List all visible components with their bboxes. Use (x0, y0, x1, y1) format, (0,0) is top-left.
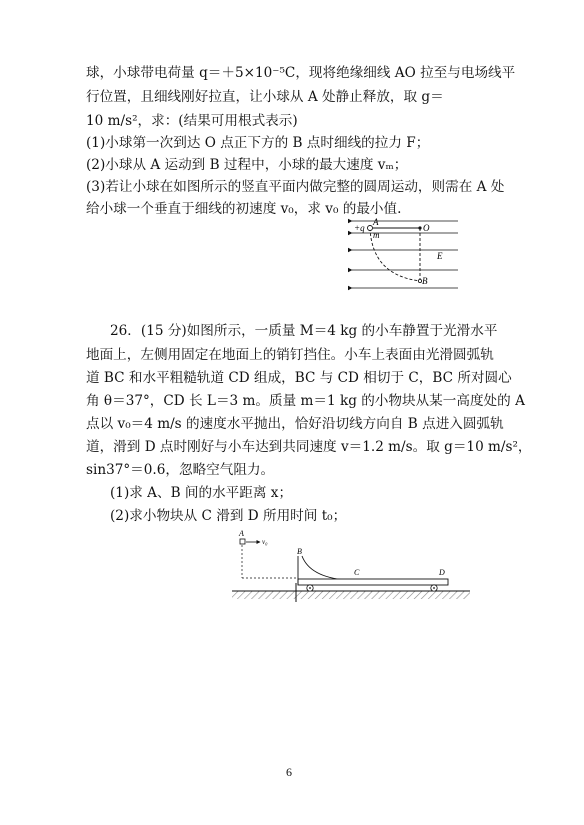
label-charge: +q (354, 223, 365, 233)
q25-line-6: (3)若让小球在如图所示的竖直平面内做完整的圆周运动，则需在 A 处 (86, 179, 505, 195)
q26-line-6: 道，滑到 D 点时刚好与小车达到共同速度 v＝1.2 m/s。取 g＝10 m/s²， (86, 439, 532, 455)
q26-line-3: 道 BC 和水平粗糙轨道 CD 组成，BC 与 CD 相切于 C，BC 所对圆心 (86, 370, 512, 386)
q26-line-9: (2)求小物块从 C 滑到 D 所用时间 t₀； (110, 508, 347, 524)
label-B: B (297, 547, 302, 556)
label-D: D (439, 568, 445, 577)
label-E: E (437, 251, 443, 261)
q25-line-7: 给小球一个垂直于细线的初速度 v₀，求 v₀ 的最小值. (86, 201, 402, 217)
q26-line-2: 地面上，左侧用固定在地面上的销钉挡住。小车上表面由光滑圆弧轨 (86, 347, 494, 363)
label-v0: v₀ (262, 538, 268, 546)
label-A: A (373, 217, 379, 227)
q26-line-1: 26．(15 分)如图所示，一质量 M＝4 kg 的小车静置于光滑水平 (110, 323, 498, 339)
block-A (240, 539, 245, 544)
ground-hatch (232, 591, 470, 599)
q25-line-1: 球，小球带电荷量 q＝＋5×10⁻⁵C，现将绝缘细线 AO 拉至与电场线平 (86, 65, 516, 81)
cart-track-figure (228, 523, 474, 611)
q26-line-7: sin37°＝0.6，忽略空气阻力。 (86, 462, 275, 478)
arc-BC (302, 556, 346, 580)
label-O: O (423, 223, 430, 233)
q26-line-5: 点以 v₀＝4 m/s 的速度水平抛出，恰好沿切线方向自 B 点进入圆弧轨 (86, 416, 504, 432)
q26-line-4: 角 θ＝37°，CD 长 L＝3 m。质量 m＝1 kg 的小物块从某一高度处的 A (86, 393, 525, 409)
label-m: m (373, 230, 380, 240)
q25-line-3: 10 m/s²，求：(结果可用根式表示) (86, 113, 298, 129)
label-A: A (239, 529, 244, 538)
label-C: C (354, 568, 360, 577)
q25-line-2: 行位置，且细线刚好拉直，让小球从 A 处静止释放，取 g＝ (86, 89, 444, 105)
cart-body (298, 579, 448, 585)
q26-line-8: (1)求 A、B 间的水平距离 x； (110, 485, 293, 501)
q25-line-4: (1)小球第一次到达 O 点正下方的 B 点时细线的拉力 F； (86, 135, 430, 151)
page-number: 6 (286, 765, 292, 779)
label-B: B (422, 276, 428, 286)
q25-line-5: (2)小球从 A 运动到 B 过程中，小球的最大速度 vₘ； (86, 157, 408, 173)
point-O (418, 226, 421, 229)
electric-field-figure (346, 213, 464, 299)
ball-A (368, 226, 373, 231)
